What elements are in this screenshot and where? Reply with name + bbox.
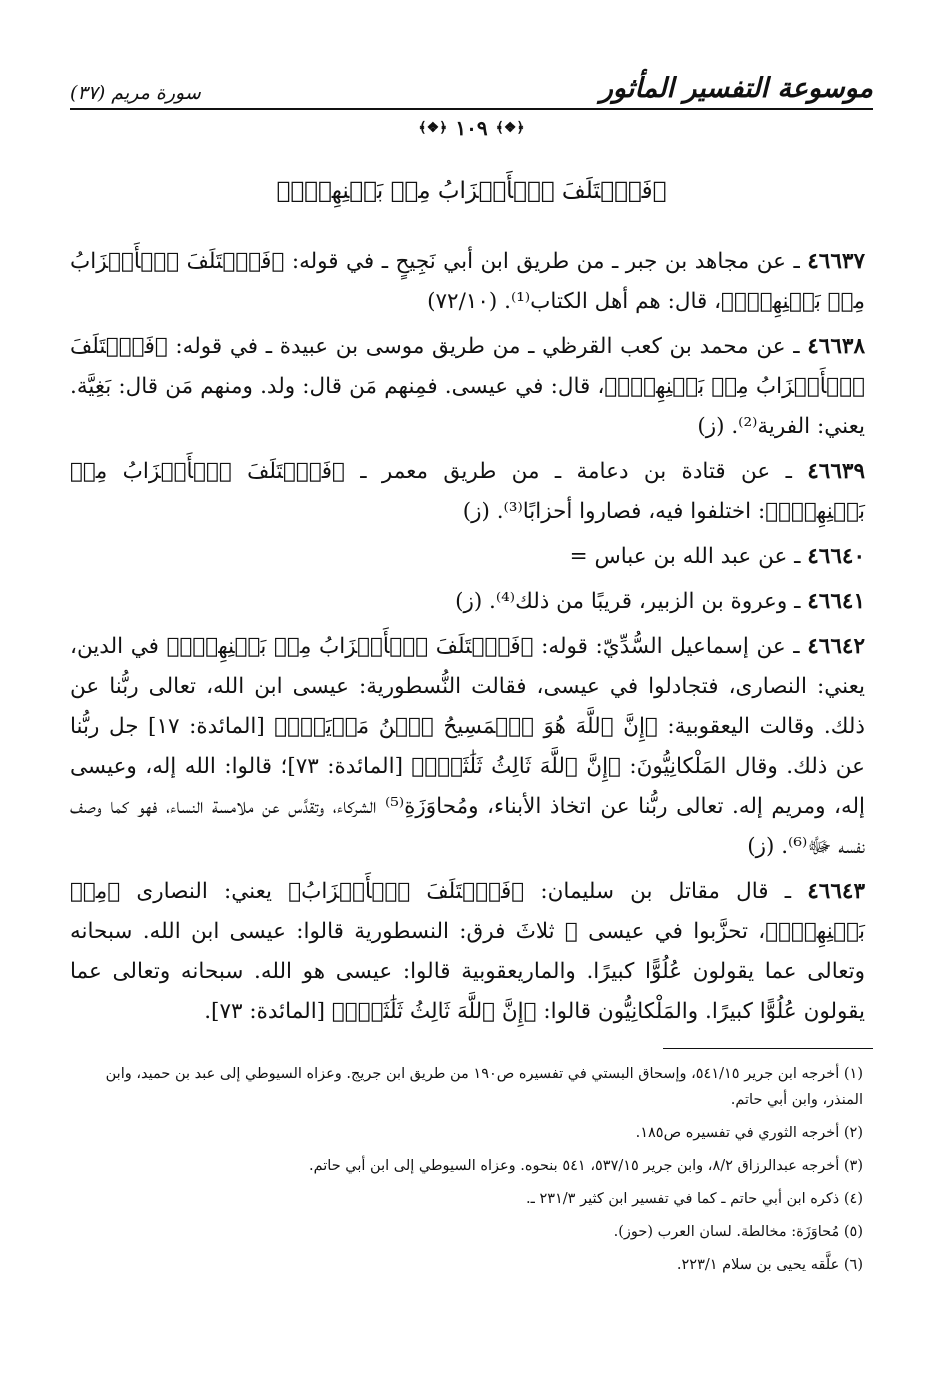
footnote-separator — [663, 1048, 873, 1049]
entry-number: ٤٦٦٣٧ — [807, 249, 865, 274]
running-header — [70, 60, 873, 110]
page-number-row — [70, 116, 873, 140]
entry-number: ٤٦٦٤٣ — [807, 879, 865, 904]
entry-text: ـ عن محمد بن كعب القرظي ـ من طريق موسى بن عبيدة ـ في قوله: ﴿فَٱخۡتَلَفَ ٱلۡأَحۡزَابُ مِنۢ بَيۡنِهِمۡۖ﴾، قال: في عيسى. فمِنهم مَن قال: ولد. ومنهم مَن قال: بَغِيَّة. يعني: الفرية⁽²⁾. (ز) — [70, 334, 865, 439]
ornament-left-icon: ﴿❖﴾ — [418, 120, 448, 136]
entry — [70, 872, 873, 1032]
entry-text: ـ عن إسماعيل السُّدِّيّ: قوله: ﴿فَٱخۡتَلَفَ ٱلۡأَحۡزَابُ مِنۢ بَيۡنِهِمۡۖ﴾ في الدين، يعني: النصارى، فتجادلوا في عيسى، فقالت النُّسطورية: عيسى ابن الله، تعالى ربُّنا عن ذلك. وقالت اليعقوبية: ﴿إِنَّ ٱللَّهَ هُوَ ٱلۡمَسِيحُ ٱبۡنُ مَرۡيَمَۖ﴾ [المائدة: ١٧] جل ربُّنا عن ذلك. وقال المَلْكانِيُّونَ: ﴿إِنَّ ٱللَّهَ ثَالِثُ ثَلَٰثَةٖۘ﴾ [المائدة: ٧٣]؛ قالوا: الله إله، وعيسى إله، ومريم إله. تعالى ربُّنا عن اتخاذ الأبناء، ومُحاوَزَةِ⁽⁵⁾ الشركاء، وتقدَّس عن ملامسة النساء، فهو كما وصف نفسه ﷻ⁽⁶⁾. (ز) — [70, 634, 865, 859]
entry — [70, 327, 873, 447]
entry-number: ٤٦٦٤٢ — [807, 634, 865, 659]
main-verse: ﴿فَٱخۡتَلَفَ ٱلۡأَحۡزَابُ مِنۢ بَيۡنِهِمۡۖ﴾ — [276, 178, 667, 204]
entry — [70, 452, 873, 532]
footnote: (٤) ذكره ابن أبي حاتم ـ كما في تفسير ابن كثير ٢٣١/٣ ـ. — [525, 1191, 863, 1207]
entry — [70, 537, 873, 577]
entry-text: ـ وعروة بن الزبير، قريبًا من ذلك⁽⁴⁾. (ز) — [455, 589, 808, 614]
ornament-right-icon: ﴿❖﴾ — [495, 120, 525, 136]
entry-text: ـ عن قتادة بن دعامة ـ من طريق معمر ـ ﴿فَٱخۡتَلَفَ ٱلۡأَحۡزَابُ مِنۢ بَيۡنِهِمۡۖ﴾: اختلفوا فيه، فصاروا أحزابًا⁽³⁾. (ز) — [70, 459, 865, 524]
footnote: (٦) علَّقه يحيى بن سلام ٢٢٣/١. — [676, 1257, 863, 1273]
footnote: (٢) أخرجه الثوري في تفسيره ص١٨٥. — [635, 1125, 863, 1141]
entry-number: ٤٦٦٤١ — [807, 589, 865, 614]
entry — [70, 242, 873, 322]
page-number: ١٠٩ — [455, 116, 488, 140]
entry-text: ـ عن مجاهد بن جبر ـ من طريق ابن أبي نَجِيحٍ ـ في قوله: ﴿فَٱخۡتَلَفَ ٱلۡأَحۡزَابُ مِنۢ بَيۡنِهِمۡۖ﴾، قال: هم أهل الكتاب⁽¹⁾. (٧٢/١٠) — [70, 249, 865, 314]
entry-number: ٤٦٦٣٩ — [807, 459, 865, 484]
book-title: موسوعة التفسير المأثور — [599, 73, 873, 104]
surah-title: سورة مريم (٣٧) — [70, 82, 201, 104]
entry-text: ـ عن عبد الله بن عباس = — [569, 544, 808, 569]
footnote: (٥) مُحاوَزَة: مخالطة. لسان العرب (حوز). — [613, 1224, 863, 1240]
footnotes — [70, 1061, 873, 1278]
entry-number: ٤٦٦٣٨ — [807, 334, 865, 359]
footnote: (١) أخرجه ابن جرير ٥٤١/١٥، وإسحاق البستي في تفسيره ص١٩٠ من طريق ابن جريج. وعزاه السيوطي إلى عبد بن حميد، وابن المنذر، وابن أبي حاتم. — [105, 1066, 863, 1108]
footnote: (٣) أخرجه عبدالرزاق ٨/٢، وابن جرير ٥٣٧/١٥، ٥٤١ بنحوه. وعزاه السيوطي إلى ابن أبي حاتم. — [308, 1158, 863, 1174]
entries-list — [70, 242, 873, 1032]
entry — [70, 627, 873, 867]
entry — [70, 582, 873, 622]
entry-number: ٤٦٦٤٠ — [807, 544, 865, 569]
entry-text: ـ قال مقاتل بن سليمان: ﴿فَٱخۡتَلَفَ ٱلۡأَحۡزَابُ﴾ يعني: النصارى ﴿مِنۢ بَيۡنِهِمۡۖ﴾، تحزَّبوا في عيسى ﷺ ثلاثَ فرق: النسطورية قالوا: عيسى ابن الله. سبحانه وتعالى عما يقولون عُلُوًّا كبيرًا. والماريعقوبية قالوا: عيسى هو الله. سبحانه وتعالى عما يقولون عُلُوًّا كبيرًا. والمَلْكانِيُّون قالوا: ﴿إِنَّ ٱللَّهَ ثَالِثُ ثَلَٰثَةٖۘ﴾ [المائدة: ٧٣]. — [70, 879, 865, 1024]
